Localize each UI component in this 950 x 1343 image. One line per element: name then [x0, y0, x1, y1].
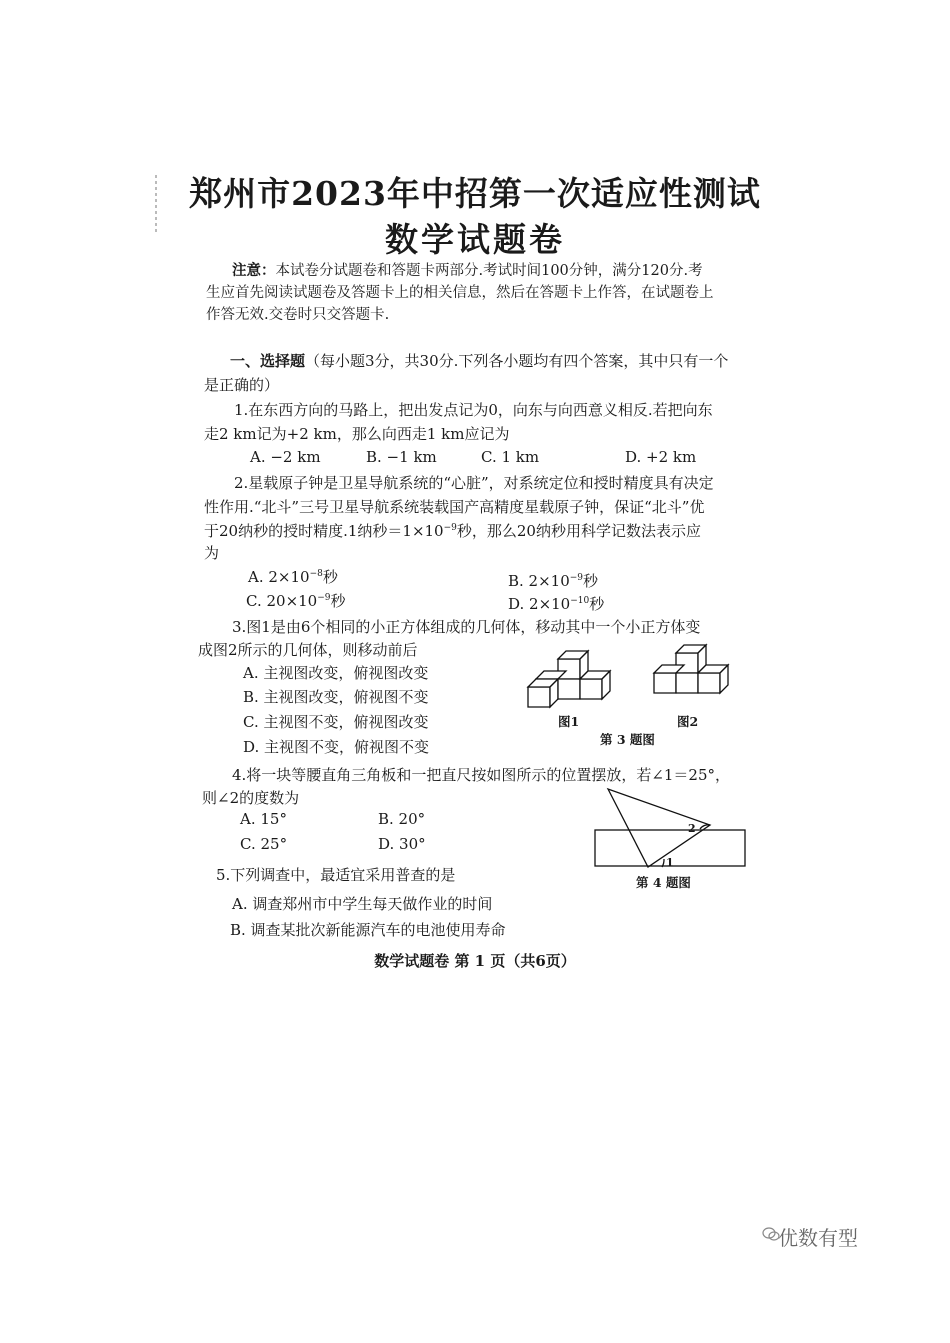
- q4-line-1: 4.将一块等腰直角三角板和一把直尺按如图所示的位置摆放，若∠1＝25°，: [232, 766, 731, 784]
- page-title: 郑州市2023年中招第一次适应性测试: [189, 174, 761, 213]
- q4-line-2: 则∠2的度数为: [202, 789, 300, 807]
- q1-option-d: D. +2 km: [625, 448, 697, 466]
- q3-figure-2-label: 图2: [677, 714, 699, 729]
- q4-figure-caption: 第 4 题图: [636, 875, 691, 890]
- q3-figure-2: [646, 643, 731, 699]
- q5-option-a: A. 调查郑州市中学生每天做作业的时间: [232, 895, 493, 913]
- q3-option-d: D. 主视图不变，俯视图不变: [243, 738, 430, 756]
- q3-line-1: 3.图1是由6个相同的小正方体组成的几何体，移动其中一个小正方体变: [232, 618, 701, 636]
- q3-option-b: B. 主视图改变，俯视图不变: [243, 688, 429, 706]
- q2-line-2: 性作用.“北斗”三号卫星导航系统装载国产高精度星载原子钟，保证“北斗”优: [204, 498, 705, 516]
- q2-line-3: 于20纳秒的授时精度.1纳秒$=1\times 10^{-9}$秒，那么20纳秒用科学记数法表示应: [204, 522, 701, 540]
- q2-option-c: C. $20\times 10^{-9}$秒: [246, 592, 346, 610]
- q3-figure-1-label: 图1: [558, 714, 580, 729]
- q4-option-c: C. 25°: [240, 835, 288, 853]
- q4-option-a: A. 15°: [240, 810, 287, 828]
- watermark-text: 优数有型: [778, 1226, 858, 1250]
- q3-option-c: C. 主视图不变，俯视图改变: [243, 713, 429, 731]
- notice-line-1: 注意：本试卷分试题卷和答题卡两部分.考试时间100分钟，满分120分.考: [232, 262, 703, 279]
- q2-line-4: 为: [204, 544, 220, 562]
- q1-line-2: 走2 km记为+2 km，那么向西走1 km应记为: [204, 425, 510, 443]
- q4-option-d: D. 30°: [378, 835, 426, 853]
- notice-line-3: 作答无效.交卷时只交答题卡.: [206, 307, 390, 323]
- notice-label: 注意：: [232, 262, 276, 279]
- q1-option-a: A. −2 km: [250, 448, 321, 466]
- q3-figure-caption: 第 3 题图: [600, 732, 655, 747]
- q1-option-b: B. −1 km: [366, 448, 437, 466]
- q1-option-c: C. 1 km: [481, 448, 540, 466]
- page-footer: 数学试题卷 第 1 页（共6页）: [374, 952, 576, 970]
- q4-angle-2-label: 2: [688, 822, 696, 835]
- q3-option-a: A. 主视图改变，俯视图改变: [243, 664, 429, 682]
- q2-option-a: A. $2\times 10^{-8}$秒: [248, 568, 338, 586]
- q2-line-1: 2.星载原子钟是卫星导航系统的“心脏”，对系统定位和授时精度具有决定: [234, 474, 714, 492]
- q2-option-d: D. $2\times 10^{-10}$秒: [508, 595, 605, 613]
- q3-figure-1: [522, 643, 612, 711]
- q2-option-b: B. $2\times 10^{-9}$秒: [508, 572, 599, 590]
- q1-line-1: 1.在东西方向的马路上，把出发点记为0，向东与向西意义相反.若把向东: [234, 401, 713, 419]
- section-heading: 一、选择题（每小题3分，共30分.下列各小题均有四个答案，其中只有一个: [230, 352, 729, 370]
- q5-line-1: 5.下列调查中，最适宜采用普查的是: [216, 866, 456, 884]
- q4-angle-1-label: 1: [666, 856, 674, 869]
- section-heading-line-2: 是正确的）: [204, 376, 280, 394]
- q4-option-b: B. 20°: [378, 810, 426, 828]
- page-subtitle: 数学试题卷: [385, 220, 565, 259]
- notice-line-2: 生应首先阅读试题卷及答题卡上的相关信息，然后在答题卡上作答，在试题卷上: [206, 285, 714, 301]
- q3-line-2: 成图2所示的几何体，则移动前后: [198, 641, 418, 659]
- q5-option-b: B. 调查某批次新能源汽车的电池使用寿命: [230, 921, 506, 939]
